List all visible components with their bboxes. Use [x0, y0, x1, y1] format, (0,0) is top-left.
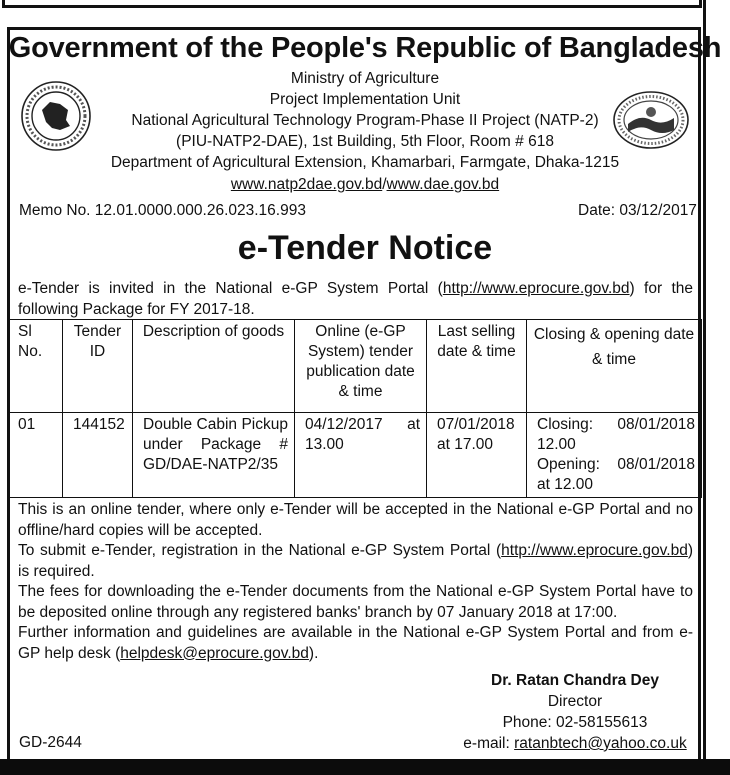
table-row: [8, 413, 702, 498]
website-separator: /: [382, 176, 387, 193]
memo-date: Date: 03/12/2017: [578, 202, 697, 219]
notice-heading: e-Tender Notice: [237, 229, 493, 267]
opening-time: Opening: 08/01/2018 at 12.00: [537, 456, 695, 493]
department-line: Department of Agricultural Extension, Khamarbari, Farmgate, Dhaka-1215: [110, 154, 620, 171]
intro-paragraph: e-Tender is invited in the National e-GP System Portal (http://www.eprocure.gov.bd) for the following Package for FY 2017-18.: [18, 280, 693, 318]
helpdesk-email-link[interactable]: helpdesk@eprocure.gov.bd: [120, 644, 309, 662]
cell-description: Double Cabin Pickup under Package # GD/DAE-NATP2/35: [133, 413, 295, 498]
cell-tender-id: 144152: [63, 413, 133, 498]
notes-block: [18, 500, 693, 664]
header-publication: Online (e-GP System) tender publication date & time: [295, 320, 427, 413]
memo-number: Memo No. 12.01.0000.000.26.023.16.993: [19, 202, 306, 219]
signatory-designation: Director: [547, 693, 603, 710]
table-header-row: [8, 320, 702, 413]
cell-last-selling: 07/01/2018 at 17.00: [427, 413, 527, 498]
gd-number: GD-2644: [19, 734, 82, 751]
tender-table: [7, 319, 702, 498]
website-link-natp2dae[interactable]: www.natp2dae.gov.bd: [230, 176, 383, 193]
signature-block: [460, 670, 690, 754]
eprocure-link[interactable]: http://www.eprocure.gov.bd: [442, 280, 630, 297]
cell-publication: 04/12/2017 at 13.00: [295, 413, 427, 498]
note-online-only: This is an online tender, where only e-Tender will be accepted in the National e-GP Portal and no offline/hard copies will be accepted.: [18, 501, 693, 539]
closing-time: Closing: 08/01/2018 12.00: [537, 416, 695, 453]
note-helpdesk: Further information and guidelines are available in the National e-GP System Portal and from e-GP help desk (helpdesk@eprocure.gov.bd).: [18, 624, 693, 662]
note-registration: To submit e-Tender, registration in the National e-GP System Portal (http://www.eprocure.gov.bd) is required.: [18, 542, 693, 580]
signatory-phone: Phone: 02-58155613: [502, 714, 648, 731]
signatory-email-link[interactable]: ratanbtech@yahoo.co.uk: [514, 735, 687, 752]
header-last-selling: Last selling date & time: [427, 320, 527, 413]
signatory-name: Dr. Ratan Chandra Dey: [491, 672, 659, 689]
note-fees: The fees for downloading the e-Tender documents from the National e-GP System Portal have to be deposited online through any registered banks' branch by 07 January 2018 at 17:00.: [18, 583, 693, 621]
header-closing-opening: Closing & opening date & time: [527, 320, 702, 413]
cell-sl: 01: [8, 413, 63, 498]
page-title: Government of the People's Republic of Bangladesh: [8, 32, 722, 64]
header-description: Description of goods: [133, 320, 295, 413]
signatory-email: e-mail: ratanbtech@yahoo.co.uk: [463, 735, 687, 752]
top-border-strip: [0, 0, 730, 14]
header-tender-id: Tender ID: [63, 320, 133, 413]
bottom-border-strip: [0, 759, 730, 775]
cell-closing-opening: [527, 413, 702, 498]
unit-line: Project Implementation Unit: [269, 91, 461, 108]
website-links: [0, 175, 730, 195]
project-line: National Agricultural Technology Program-Phase II Project (NATP-2): [131, 112, 599, 129]
address-line: (PIU-NATP2-DAE), 1st Building, 5th Floor, Room # 618: [176, 133, 554, 150]
header-sl-no: Sl No.: [8, 320, 63, 413]
ministry-line: Ministry of Agriculture: [290, 70, 440, 87]
website-link-dae[interactable]: www.dae.gov.bd: [386, 176, 500, 193]
eprocure-link-2[interactable]: http://www.eprocure.gov.bd: [501, 542, 688, 559]
